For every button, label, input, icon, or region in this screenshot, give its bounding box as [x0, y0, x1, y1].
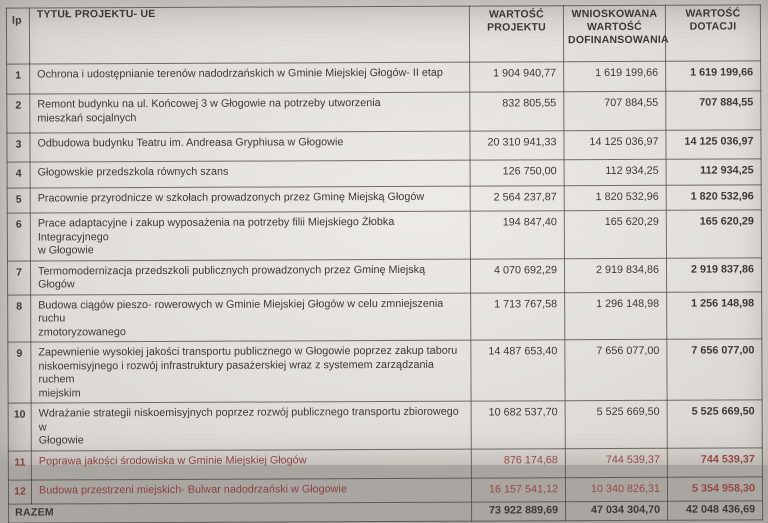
table-row [7, 61, 761, 94]
cell-project-value: 832 805,55 [470, 92, 564, 131]
cell-grant-value: 1 820 532,96 [666, 185, 761, 210]
cell-project-value: 4 070 692,29 [470, 258, 564, 292]
cell-project-value: 126 750,00 [470, 160, 564, 186]
cell-lp: 1 [7, 64, 30, 94]
cell-project-value: 2 564 237,87 [470, 186, 564, 211]
cell-title: Głogowskie przedszkola równych szans [30, 160, 470, 188]
table-row [7, 210, 761, 261]
cell-project-value: 1 713 767,58 [471, 292, 565, 340]
cell-grant-value: 112 934,25 [666, 159, 761, 185]
cell-lp: 8 [8, 295, 31, 343]
table-row [7, 257, 761, 294]
cell-grant-value: 5 525 669,50 [667, 400, 762, 448]
cell-title: Prace adaptacyjne i zakup wyposażenia na potrzeby filii Miejskiego Żłobka Integracyjnego w Głogowie [30, 211, 470, 260]
cell-lp: 2 [7, 94, 30, 133]
cell-requested-value: 1 296 148,98 [565, 292, 667, 340]
projects-funding-table [6, 4, 763, 523]
cell-lp: 3 [7, 133, 30, 162]
cell-title: Pracownie przyrodnicze w szkołach prowadzonych przez Gminę Miejską Głogów [30, 186, 470, 213]
cell-title: Zapewnienie wysokiej jakości transportu publicznego w Głogowie poprzez zakup taboru niskoemisyjnego i rozwój infrastruktury pasażerskiej wraz z systemem zarządzania ruchem miejskim [31, 340, 471, 403]
total-grant-value: 42 048 436,69 [668, 500, 763, 519]
cell-grant-value: 1 256 148,98 [667, 291, 762, 339]
column-header-grant-value: WARTOŚĆ DOTACJI [665, 5, 760, 61]
cell-grant-value: 744 539,37 [667, 447, 762, 476]
cell-title: Ochrona i udostępnianie terenów nadodrzańskich w Gminie Miejskiej Głogów- II etap [30, 62, 470, 94]
cell-requested-value: 5 525 669,50 [565, 400, 667, 448]
cell-title: Remont budynku na ul. Końcowej 3 w Głogowie na potrzeby utworzenia mieszkań socjalnych [30, 92, 470, 133]
table-row [7, 185, 761, 213]
cell-lp: 10 [8, 403, 31, 451]
total-requested-value: 47 034 304,70 [566, 501, 668, 520]
column-header-title: TYTUŁ PROJEKTU- UE [29, 6, 469, 64]
cell-title: Odbudowa budynku Teatru im. Andreasa Gryphiusa w Głogowie [30, 131, 470, 162]
cell-project-value: 20 310 941,33 [470, 131, 564, 160]
cell-requested-value: 2 919 834,86 [564, 258, 666, 292]
table-row [7, 130, 761, 162]
cell-requested-value: 112 934,25 [564, 159, 666, 185]
table-row [8, 400, 762, 451]
cell-lp: 11 [8, 451, 31, 480]
cell-grant-value: 5 354 958,30 [667, 476, 762, 500]
cell-requested-value: 7 656 077,00 [565, 339, 667, 400]
cell-title: Wdrażanie strategii niskoemisyjnych poprzez rozwój publicznego transportu zbiorowego w Głogowie [31, 401, 471, 450]
cell-lp: 7 [7, 261, 30, 295]
cell-requested-value: 707 884,55 [564, 91, 666, 130]
cell-requested-value: 1 820 532,96 [564, 185, 666, 210]
cell-title: Poprawa jakości środowiska w Gminie Miejskiej Głogów [31, 449, 471, 480]
cell-grant-value: 1 619 199,66 [666, 61, 761, 91]
cell-lp: 6 [7, 213, 30, 261]
cell-title: Budowa ciągów pieszo- rowerowych w Gminie Miejskiej Głogów w celu zmniejszenia ruchu zmotoryzowanego [31, 293, 471, 342]
table-row [8, 447, 762, 479]
table-row [7, 91, 761, 133]
total-row [9, 500, 763, 522]
cell-lp: 5 [7, 188, 30, 213]
cell-grant-value: 707 884,55 [666, 91, 761, 130]
table-row [8, 339, 762, 403]
cell-requested-value: 1 619 199,66 [564, 61, 666, 91]
cell-lp: 12 [8, 480, 31, 504]
total-project-value: 73 922 889,69 [472, 501, 566, 520]
cell-title: Budowa przestrzeni miejskich- Bulwar nadodrzański w Głogowie [31, 478, 471, 504]
cell-grant-value: 165 620,29 [666, 210, 761, 258]
cell-requested-value: 165 620,29 [564, 210, 666, 258]
cell-grant-value: 14 125 036,97 [666, 130, 761, 159]
cell-project-value: 10 682 537,70 [471, 401, 565, 449]
table-row [8, 476, 762, 503]
cell-requested-value: 744 539,37 [565, 448, 667, 477]
cell-project-value: 194 847,40 [470, 211, 564, 259]
table-header-row [6, 5, 760, 64]
table-row [7, 159, 761, 188]
cell-grant-value: 2 919 837,86 [666, 257, 761, 291]
cell-project-value: 14 487 653,40 [471, 340, 565, 401]
cell-lp: 9 [8, 342, 31, 403]
cell-title: Termomodernizacja przedszkoli publicznych prowadzonych przez Gminę Miejską Głogów [30, 259, 470, 295]
column-header-lp: lp [6, 8, 29, 64]
cell-grant-value: 7 656 077,00 [667, 339, 762, 400]
cell-requested-value: 10 340 826,31 [565, 477, 667, 501]
column-header-project-value: WARTOŚĆ PROJEKTU [469, 6, 563, 62]
cell-lp: 4 [7, 162, 30, 188]
total-label: RAZEM [9, 502, 472, 523]
cell-requested-value: 14 125 036,97 [564, 130, 666, 159]
column-header-requested-value: WNIOSKOWANA WARTOŚĆ DOFINANSOWANIA [563, 5, 665, 61]
table-row [8, 291, 762, 342]
cell-project-value: 1 904 940,77 [470, 62, 564, 92]
cell-project-value: 876 174,68 [471, 448, 565, 477]
cell-project-value: 16 157 541,12 [471, 477, 565, 501]
